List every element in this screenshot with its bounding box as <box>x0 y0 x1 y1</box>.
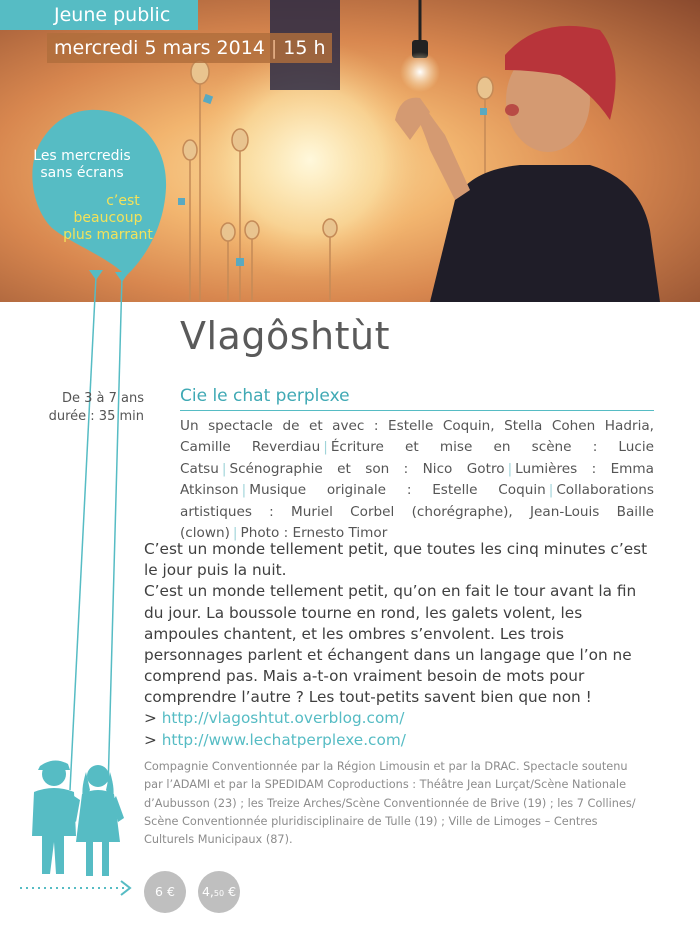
hanging-bulb <box>400 52 440 92</box>
balloon-text-white <box>30 148 134 182</box>
production-notes: Compagnie Conventionnée par la Région Limousin et par la DRAC. Spectacle soutenu par l’ADAMI et par la SPEDIDAM Coproductions : Théâtre Jean Lurçat/Scène Nationale d’Aubusson (23) ; les Treize Arches/Scène Conventionnée de Brive (19) ; les 7 Collines/ Scène Conventionnée pluridisciplinaire de Tulle (19) ; Ville de Limoges – Centres Culturels Municipaux (87). <box>144 760 636 847</box>
event-time: 15 h <box>283 37 326 59</box>
separator: | <box>241 482 247 499</box>
duration: durée : 35 min <box>48 409 144 424</box>
separator: | <box>548 482 554 499</box>
credit-item: Musique originale : Estelle Coquin <box>249 482 546 499</box>
date-banner <box>47 33 332 63</box>
arrow-icon: > <box>144 709 157 727</box>
price-reduced-currency: € <box>224 884 237 899</box>
children-silhouette-icon <box>20 756 130 886</box>
balloon-line-3: c’est <box>106 193 140 209</box>
link-website[interactable]: http://www.lechatperplexe.com/ <box>161 730 406 749</box>
credit-item: Collaborations artistiques : Muriel Corbel (chorégraphe), Jean-Louis Baille (clown) <box>180 482 654 542</box>
age-duration <box>30 390 144 426</box>
show-title: Vlagôshtùt <box>180 314 390 358</box>
credit-item: Écriture et mise en scène : Lucie Catsu <box>180 439 654 477</box>
age-range: De 3 à 7 ans <box>61 391 144 406</box>
divider <box>180 410 654 411</box>
category-tag: Jeune public <box>0 0 198 30</box>
price-full: 6 € <box>144 871 186 913</box>
description-paragraph: C’est un monde tellement petit, que toutes les cinq minutes c’est le jour puis la nuit. <box>144 540 648 580</box>
separator: | <box>270 37 278 59</box>
arrow-icon: > <box>144 730 157 749</box>
description-paragraph: C’est un monde tellement petit, qu’on en fait le tour avant la fin du jour. La boussole tourne en rond, les galets volent, les ampoules chantent, et les ombres s’envolent. Les trois personnages parlent et échangent dans un langage que l’on ne comprend pas. Mais a-t-on vraiment besoin de mots pour comprendre l’autre ? Les tout-petits savent bien que non ! <box>144 582 637 707</box>
credit-item: Un spectacle de et avec : Estelle Coquin, Stella Cohen Hadria, Camille Reverdiau <box>180 418 654 456</box>
description <box>144 539 658 709</box>
price-reduced <box>198 871 240 913</box>
separator: | <box>507 460 513 477</box>
balloon-line-1: Les mercredis <box>33 148 131 164</box>
balloon-text-yellow <box>52 193 164 244</box>
price-reduced-cents: 50 <box>213 889 225 898</box>
credit-item: Lumières : Emma Atkinson <box>180 460 654 499</box>
event-date: mercredi 5 mars 2014 <box>54 37 265 59</box>
separator: | <box>221 460 227 477</box>
credit-item: Scénographie et son : Nico Gotro <box>229 460 505 477</box>
separator: | <box>323 439 328 456</box>
credit-item: Photo : Ernesto Timor <box>240 525 388 542</box>
link-row <box>144 730 406 752</box>
link-overblog[interactable]: http://vlagoshtut.overblog.com/ <box>161 709 405 727</box>
price-reduced-main: 4, <box>201 884 214 899</box>
hero-photo <box>0 0 700 302</box>
link-row <box>144 708 406 730</box>
separator: | <box>232 525 238 542</box>
links <box>144 708 406 751</box>
balloon-line-4: beaucoup <box>73 210 143 226</box>
balloon-line-2: sans écrans <box>40 165 124 181</box>
balloon-line-5: plus marrant <box>63 227 153 243</box>
credits <box>180 416 654 544</box>
company-name: Cie le chat perplexe <box>180 386 350 406</box>
balloon-badge <box>30 108 168 278</box>
